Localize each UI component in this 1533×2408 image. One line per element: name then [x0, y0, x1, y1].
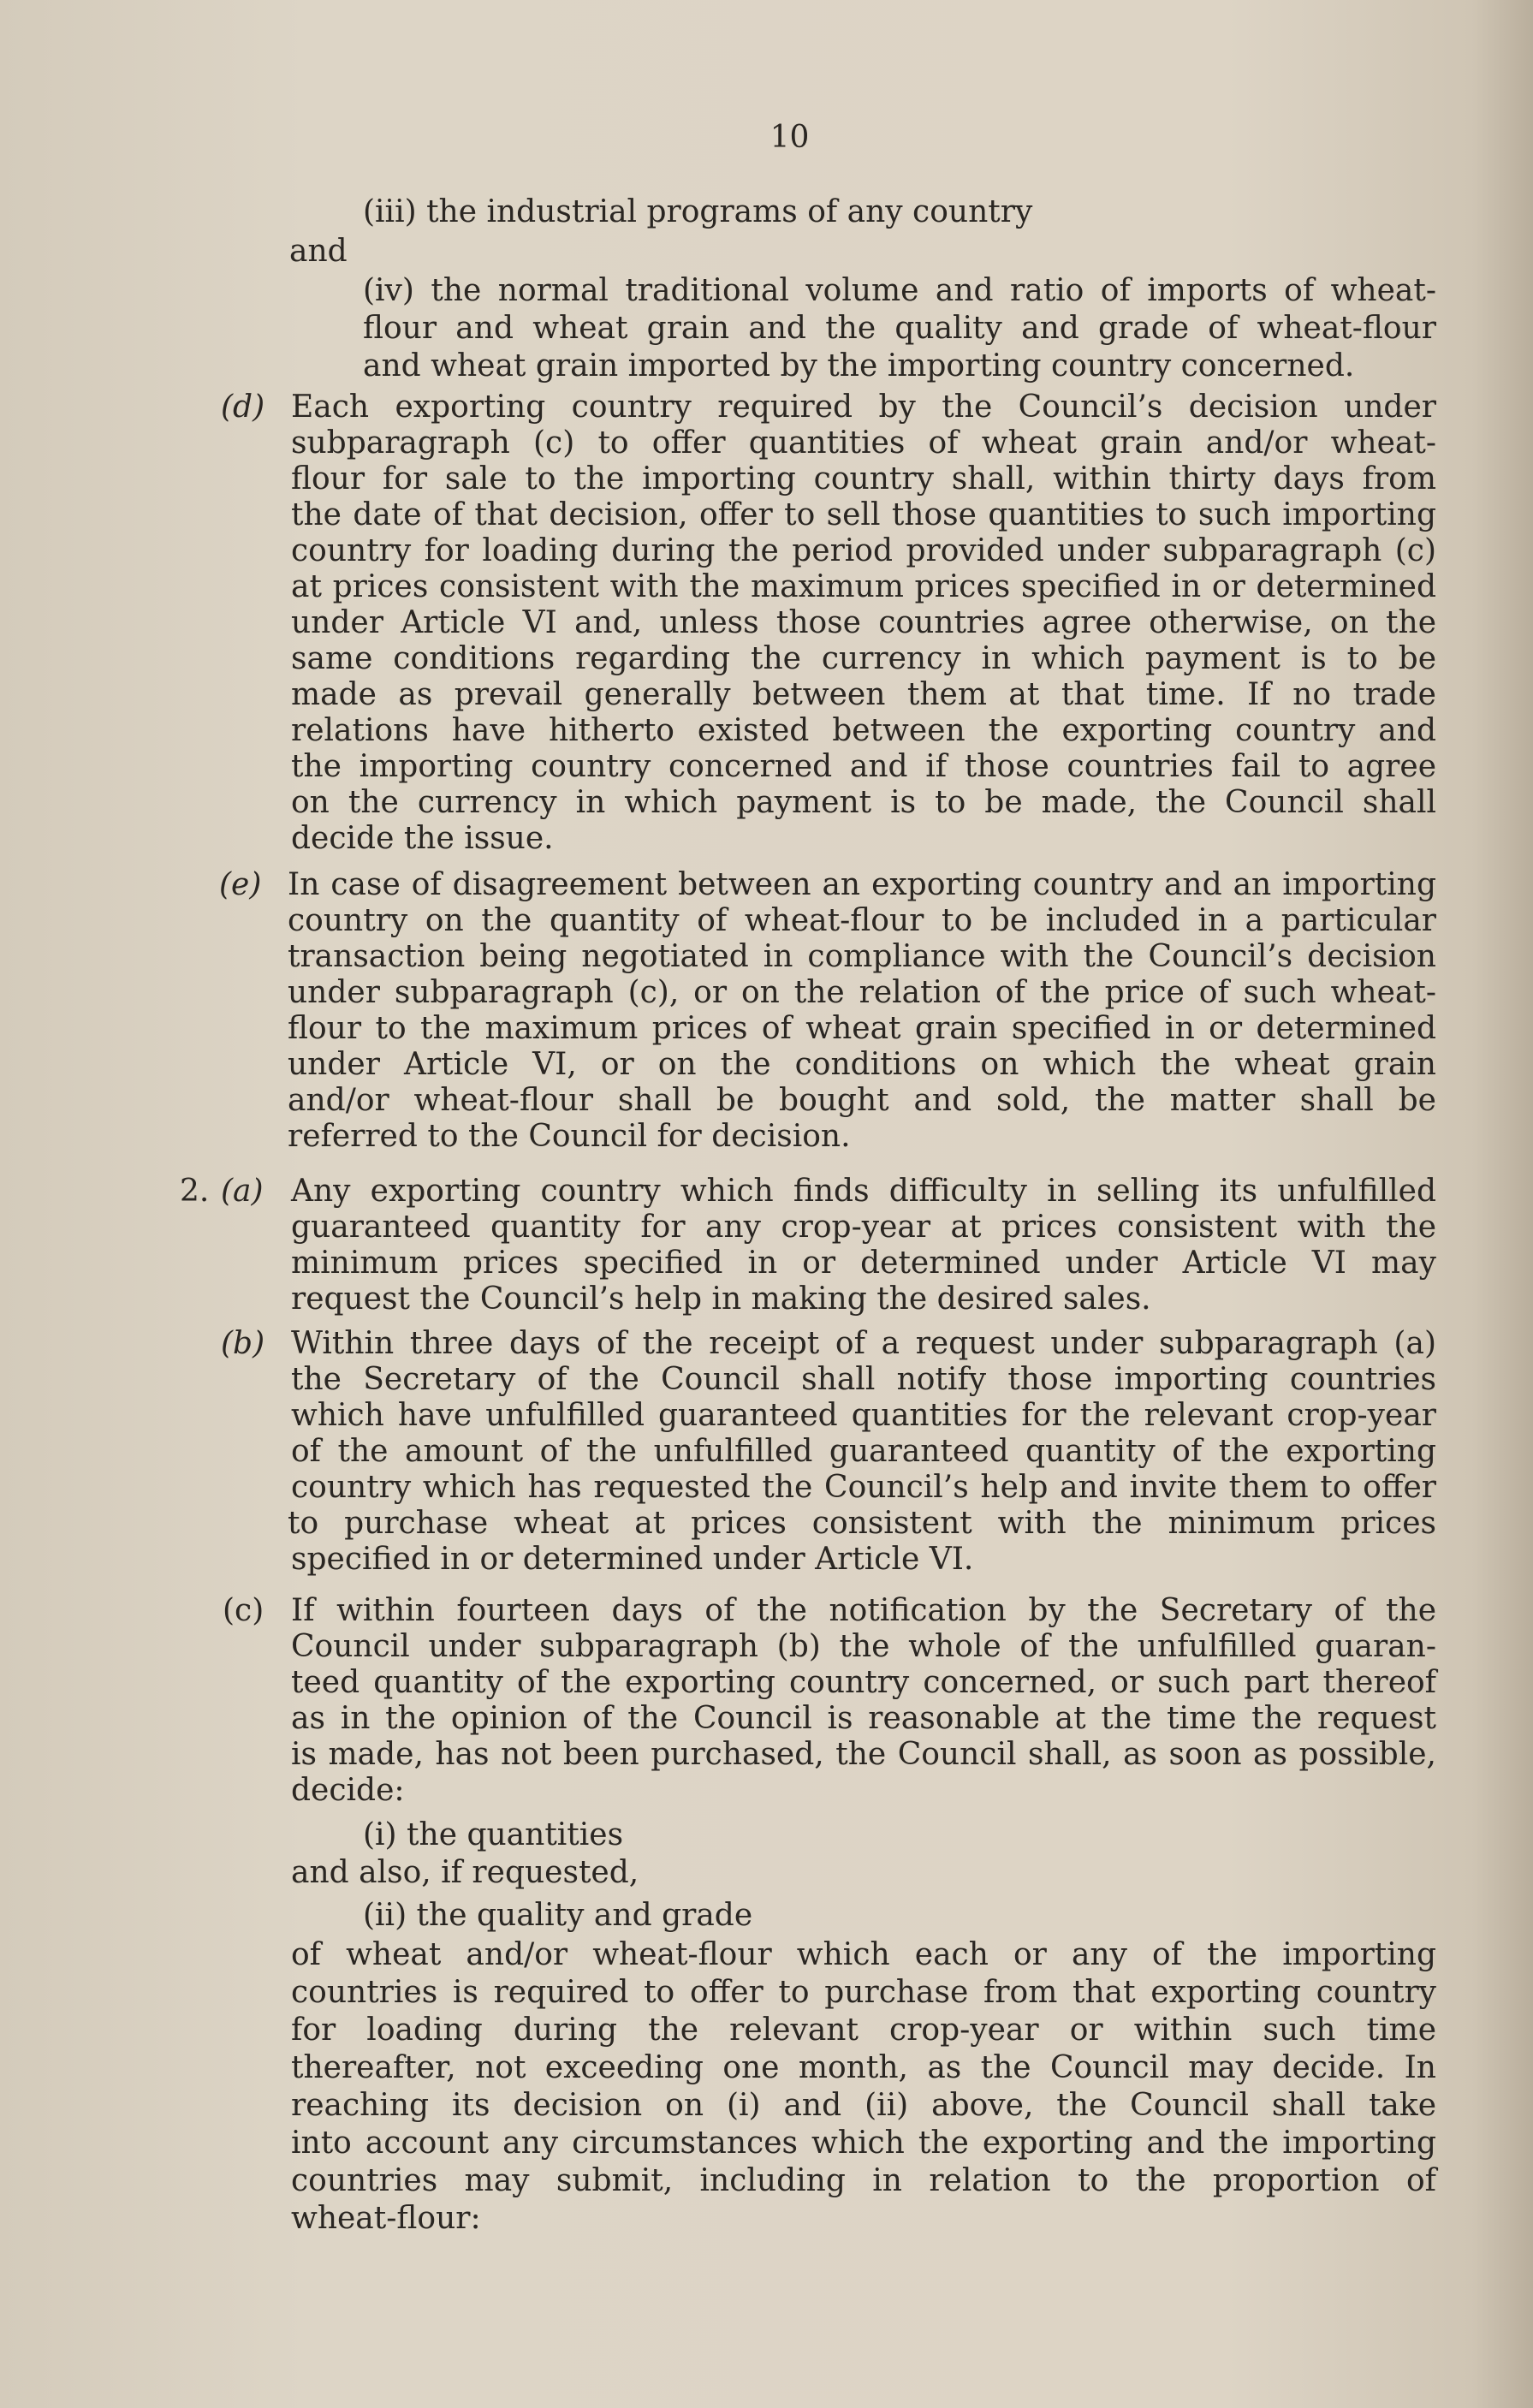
paragraph-line: for loading during the relevant crop-year or within such time — [291, 2013, 1436, 2048]
paragraph-line: of the amount of the unfulfilled guaranteed quantity of the exporting — [291, 1434, 1436, 1469]
paragraph-line: same conditions regarding the currency in which payment is to be — [291, 641, 1436, 676]
item-iii: (iii) the industrial programs of any country — [363, 194, 1033, 229]
paragraph-line: flour to the maximum prices of wheat grain specified in or determined — [288, 1011, 1436, 1046]
paragraph-line: on the currency in which payment is to be made, the Council shall — [291, 785, 1436, 820]
paragraph-line: country on the quantity of wheat-flour to be included in a particular — [288, 903, 1436, 938]
paragraph-line: subparagraph (c) to offer quantities of wheat grain and/or wheat- — [291, 425, 1436, 461]
paragraph-label: (c) — [223, 1593, 264, 1628]
paragraph-line: countries may submit, including in relation to the proportion of — [291, 2163, 1436, 2198]
connector-and: and — [289, 234, 348, 269]
paragraph-line: Within three days of the receipt of a request under subparagraph (a) — [291, 1326, 1436, 1361]
paragraph-line: as in the opinion of the Council is reasonable at the time the request — [291, 1701, 1436, 1736]
paragraph-line: In case of disagreement between an exporting country and an importing — [288, 867, 1436, 902]
paragraph-number: 2. — [180, 1174, 210, 1209]
paragraph-line: into account any circumstances which the exporting and the importing — [291, 2126, 1436, 2161]
item-iv-line: flour and wheat grain and the quality and grade of wheat-flour — [363, 311, 1436, 346]
paragraph-line: Each exporting country required by the Council’s decision under — [291, 389, 1436, 425]
paragraph-label: (d) — [221, 389, 265, 425]
paragraph-line: which have unfulfilled guaranteed quantities for the relevant crop-year — [291, 1398, 1436, 1433]
item-i: (i) the quantities — [363, 1817, 624, 1852]
paragraph-line: specified in or determined under Article VI. — [291, 1542, 974, 1577]
paragraph-label: (a) — [221, 1174, 264, 1209]
paragraph-line: wheat-flour: — [291, 2201, 481, 2236]
paragraph-line: to purchase wheat at prices consistent with the minimum prices — [288, 1506, 1436, 1541]
paragraph-line: teed quantity of the exporting country concerned, or such part thereof — [291, 1665, 1436, 1700]
paragraph-line: country which has requested the Council’s help and invite them to offer — [291, 1470, 1436, 1505]
paragraph-line: is made, has not been purchased, the Council shall, as soon as possible, — [291, 1737, 1436, 1772]
paragraph-line: Any exporting country which finds difficulty in selling its unfulfilled — [291, 1174, 1436, 1209]
page-number: 10 — [769, 120, 810, 155]
item-iv-line: (iv) the normal traditional volume and ratio of imports of wheat- — [363, 273, 1436, 308]
item-iv-line: and wheat grain imported by the importing country concerned. — [363, 348, 1355, 383]
paragraph-line: at prices consistent with the maximum prices specified in or determined — [291, 569, 1436, 604]
paragraph-line: flour for sale to the importing country shall, within thirty days from — [291, 461, 1436, 496]
paragraph-label: (b) — [221, 1326, 265, 1361]
paragraph-line: and/or wheat-flour shall be bought and sold, the matter shall be — [288, 1083, 1436, 1118]
paragraph-line: country for loading during the period provided under subparagraph (c) — [291, 533, 1436, 568]
paragraph-line: minimum prices specified in or determined under Article VI may — [291, 1246, 1436, 1281]
paragraph-line: decide: — [291, 1773, 405, 1808]
paragraph-line: referred to the Council for decision. — [288, 1119, 851, 1154]
item-ii: (ii) the quality and grade — [363, 1898, 753, 1933]
connector-and-also: and also, if requested, — [291, 1855, 639, 1890]
paragraph-line: transaction being negotiated in compliance with the Council’s decision — [288, 939, 1436, 974]
paragraph-line: made as prevail generally between them at that time. If no trade — [291, 677, 1436, 712]
paragraph-line: under subparagraph (c), or on the relation of the price of such wheat- — [288, 975, 1436, 1010]
paragraph-line: thereafter, not exceeding one month, as the Council may decide. In — [291, 2050, 1436, 2085]
paragraph-line: Council under subparagraph (b) the whole of the unfulfilled guaran- — [291, 1629, 1436, 1664]
paragraph-line: countries is required to offer to purchase from that exporting country — [291, 1975, 1436, 2010]
paragraph-line: under Article VI and, unless those countries agree otherwise, on the — [291, 605, 1436, 640]
paragraph-line: the Secretary of the Council shall notify those importing countries — [291, 1362, 1436, 1397]
paragraph-line: relations have hitherto existed between the exporting country and — [291, 713, 1436, 748]
paragraph-label: (e) — [219, 867, 262, 902]
paragraph-line: request the Council’s help in making the desired sales. — [291, 1281, 1151, 1317]
paragraph-line: decide the issue. — [291, 821, 554, 856]
paragraph-line: of wheat and/or wheat-flour which each or any of the importing — [291, 1937, 1436, 1972]
paragraph-line: guaranteed quantity for any crop-year at prices consistent with the — [291, 1210, 1436, 1245]
paragraph-line: the date of that decision, offer to sell those quantities to such importing — [291, 497, 1436, 532]
paragraph-line: reaching its decision on (i) and (ii) above, the Council shall take — [291, 2088, 1436, 2123]
paragraph-line: under Article VI, or on the conditions on which the wheat grain — [288, 1047, 1436, 1082]
paragraph-line: If within fourteen days of the notification by the Secretary of the — [291, 1593, 1436, 1628]
paragraph-line: the importing country concerned and if those countries fail to agree — [291, 749, 1436, 784]
